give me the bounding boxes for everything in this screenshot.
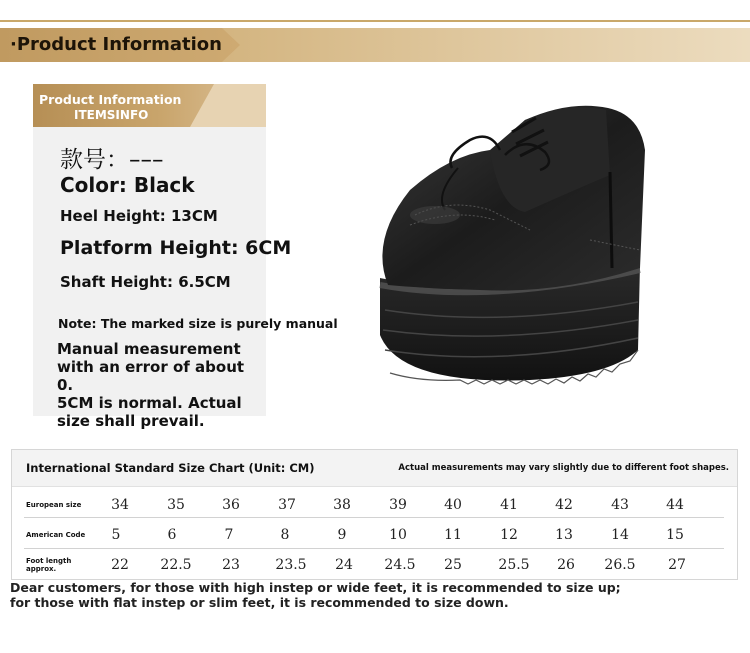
panel-title: Product Information (39, 92, 182, 107)
product-shoe-image (340, 80, 670, 400)
size-cell: 25.5 (498, 557, 530, 573)
size-cell: 43 (611, 497, 629, 513)
size-chart-box (11, 449, 738, 580)
panel-subtitle: ITEMSINFO (74, 108, 149, 122)
size-row-european (12, 490, 737, 520)
size-cell: 10 (389, 527, 407, 543)
section-title: ·Product Information (10, 34, 222, 55)
size-cell: 23 (222, 557, 240, 573)
size-cell: 40 (444, 497, 462, 513)
size-cell: 13 (555, 527, 573, 543)
size-cell: 22 (111, 557, 129, 573)
size-cell: 14 (611, 527, 629, 543)
size-cell: 7 (224, 527, 234, 543)
row-label: European size (26, 501, 82, 509)
row-label: American Code (26, 531, 86, 539)
size-cell: 35 (167, 497, 185, 513)
size-cell: 8 (280, 527, 290, 543)
size-cell: 41 (500, 497, 518, 513)
size-row-american (12, 520, 737, 550)
sizing-advice: Dear customers, for those with high instep or wide feet, it is recommended to size up; for those with flat instep or slim feet, it is recommended to size down. (10, 580, 621, 610)
color-spec: Color: Black (60, 173, 195, 197)
size-note: Note: The marked size is purely manual (58, 316, 338, 331)
measurement-disclaimer: Manual measurement with an error of about 0. 5CM is normal. Actual size shall prevail. (57, 340, 245, 430)
size-cell: 44 (666, 497, 684, 513)
row-label: Foot length approx. (26, 557, 72, 573)
size-cell: 25 (444, 557, 462, 573)
size-cell: 39 (389, 497, 407, 513)
size-cell: 26 (557, 557, 575, 573)
size-cell: 37 (278, 497, 296, 513)
heel-height-spec: Heel Height: 13CM (60, 207, 218, 225)
size-cell: 22.5 (160, 557, 192, 573)
size-cell: 26.5 (604, 557, 636, 573)
size-cell: 24 (335, 557, 353, 573)
size-chart-title: International Standard Size Chart (Unit: CM) (26, 461, 315, 475)
size-cell: 24.5 (384, 557, 416, 573)
size-cell: 36 (222, 497, 240, 513)
size-cell: 11 (444, 527, 462, 543)
size-cell: 23.5 (275, 557, 307, 573)
size-row-foot-length (12, 551, 737, 581)
platform-height-spec: Platform Height: 6CM (60, 237, 292, 259)
model-number: 款号：––– (60, 147, 164, 173)
section-banner-fade (214, 28, 750, 62)
top-divider (0, 20, 750, 22)
size-cell: 42 (555, 497, 573, 513)
size-cell: 6 (167, 527, 177, 543)
size-cell: 27 (668, 557, 686, 573)
size-cell: 38 (333, 497, 351, 513)
size-cell: 15 (666, 527, 684, 543)
row-divider (24, 548, 724, 549)
size-cell: 34 (111, 497, 129, 513)
size-chart-note: Actual measurements may vary slightly due to different foot shapes. (398, 463, 729, 473)
size-cell: 9 (337, 527, 347, 543)
size-cell: 5 (111, 527, 121, 543)
row-divider (24, 517, 724, 518)
size-cell: 12 (500, 527, 518, 543)
shaft-height-spec: Shaft Height: 6.5CM (60, 273, 231, 291)
